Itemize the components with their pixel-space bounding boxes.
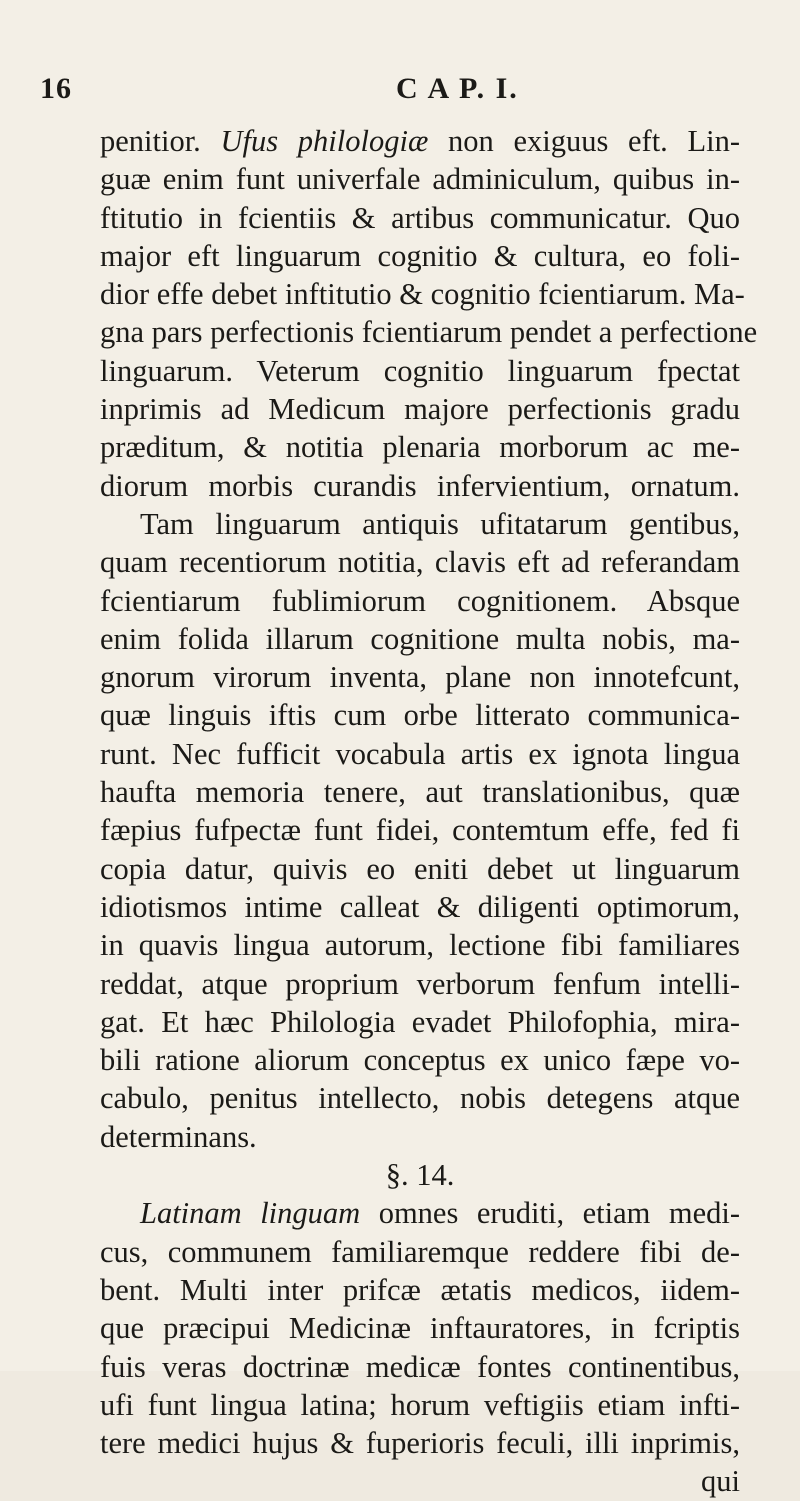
text-line: in quavis lingua autorum, lectione fibi familiares — [100, 928, 740, 963]
text-line: ufi funt lingua latina; horum veftigiis etiam infti- — [100, 1387, 740, 1422]
text-line: dior effe debet inftitutio & cognitio fcientiarum. Ma- — [100, 277, 745, 312]
text-line: bili ratione aliorum conceptus ex unico fæpe vo- — [100, 1043, 740, 1078]
page-number: 16 — [40, 72, 72, 105]
text-line: fuis veras doctrinæ medicæ fontes continentibus, — [100, 1349, 740, 1384]
text-line: præditum, & notitia plenaria morborum ac me- — [100, 430, 740, 465]
text-line: bent. Multi inter prifcæ ætatis medicos, iidem- — [100, 1272, 740, 1307]
text-line: linguarum. Veterum cognitio linguarum fpectat — [100, 353, 740, 388]
text-line: gnorum virorum inventa, plane non innotefcunt, — [100, 660, 740, 695]
text-line: reddat, atque proprium verborum fenfum intelli- — [100, 966, 740, 1001]
text-line: fæpius fufpectæ funt fidei, contemtum effe, fed fi — [100, 813, 740, 848]
text-line: cabulo, penitus intellecto, nobis detegens atque — [100, 1081, 740, 1116]
italic-term: Latinam linguam — [140, 1196, 361, 1231]
text-line: quam recentiorum notitia, clavis eft ad referandam — [100, 545, 740, 580]
text-line: que præcipui Medicinæ inftauratores, in fcriptis — [100, 1311, 740, 1346]
body-text — [100, 122, 758, 1501]
text-line: haufta memoria tenere, aut translationibus, quæ — [100, 775, 740, 810]
text-line: tere medici hujus & fuperioris feculi, illi inprimis, — [100, 1426, 740, 1461]
section-number: §. 14. — [385, 1158, 455, 1193]
text-line: copia datur, quivis eo eniti debet ut linguarum — [100, 851, 740, 886]
text-line: quæ linguis iftis cum orbe litterato communica- — [100, 698, 740, 733]
text-line: gna pars perfectionis fcientiarum pendet a perfectione — [100, 315, 758, 350]
text-line: inprimis ad Medicum majore perfectionis gradu — [100, 392, 740, 427]
running-header — [28, 72, 728, 112]
text-line: Tam linguarum antiquis ufitatarum gentibus, — [140, 506, 740, 541]
text-line: idiotismos intime calleat & diligenti optimorum, — [100, 889, 740, 924]
text-line: enim folida illarum cognitione multa nobis, ma- — [100, 621, 740, 656]
chapter-heading: C A P. I. — [396, 72, 519, 105]
text-line: cus, communem familiaremque reddere fibi de- — [100, 1234, 740, 1269]
text-line: gat. Et hæc Philologia evadet Philofophia, mira- — [100, 1004, 740, 1039]
text-line: penitior. Ufus philologiæ non exiguus eft. Lin- — [100, 124, 741, 158]
text-line: Latinam linguam omnes eruditi, etiam medi- — [140, 1196, 740, 1231]
text-line: major eft linguarum cognitio & cultura, eo foli- — [100, 238, 740, 273]
text-line: determinans. — [100, 1119, 257, 1154]
text-line: guæ enim funt univerfale adminiculum, quibus in- — [100, 162, 740, 197]
italic-term: Ufus philologiæ — [220, 124, 429, 158]
text-line: runt. Nec fufficit vocabula artis ex ignota lingua — [100, 736, 740, 771]
text-line: fcientiarum fublimiorum cognitionem. Absque — [100, 583, 740, 618]
text-line: ftitutio in fcientiis & artibus communicatur. Quo — [100, 200, 740, 235]
catchword: qui — [701, 1464, 740, 1499]
text-line: diorum morbis curandis infervientium, ornatum. — [100, 468, 740, 503]
